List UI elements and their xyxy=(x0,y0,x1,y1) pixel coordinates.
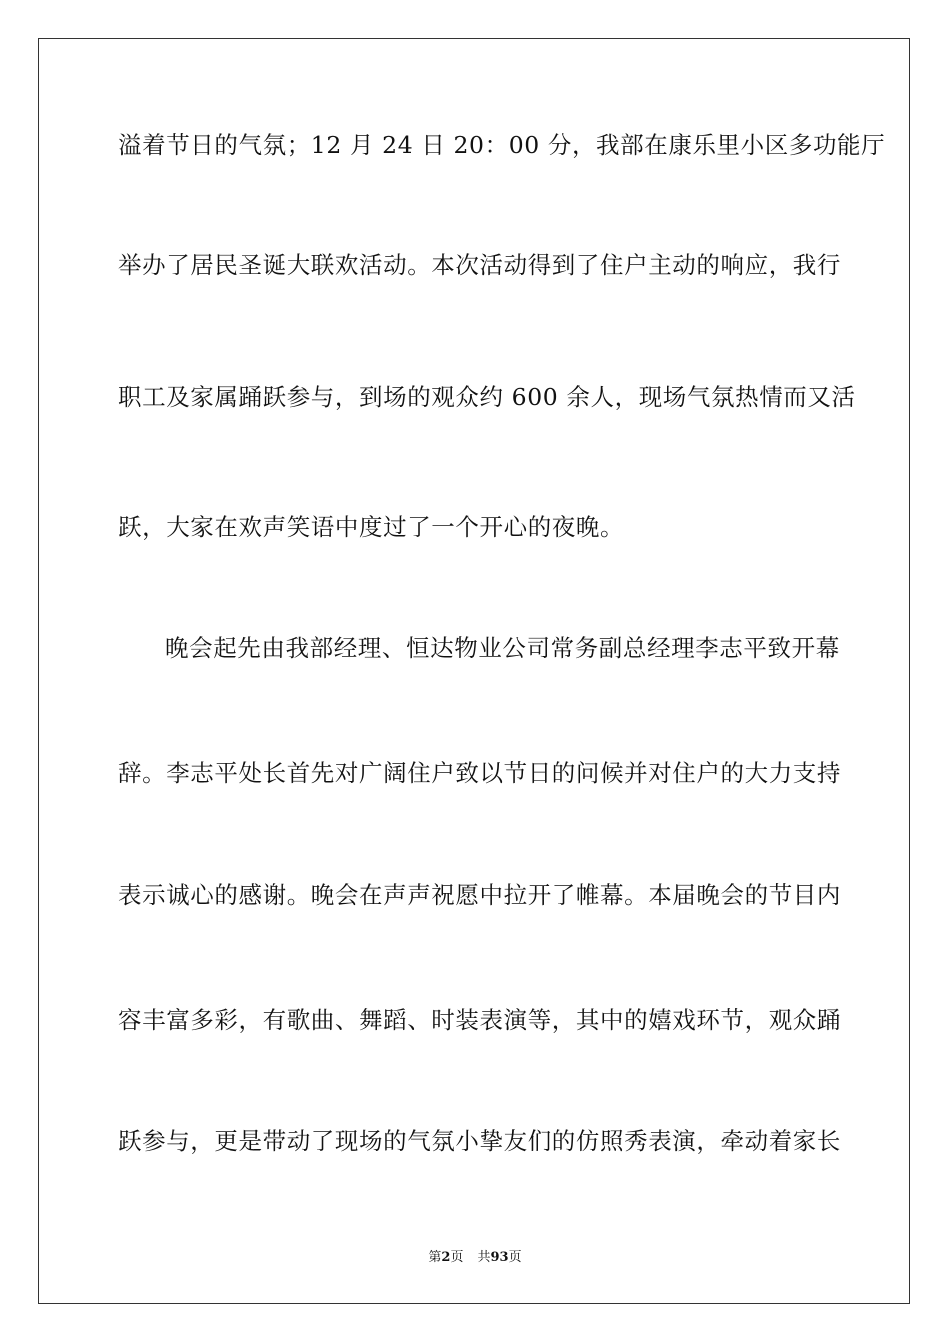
text-line-5: 晚会起先由我部经理、恒达物业公司常务副总经理李志平致开幕 xyxy=(165,634,840,662)
page-suffix: 页 xyxy=(450,1250,464,1265)
text-line-4: 跃，大家在欢声笑语中度过了一个开心的夜晚。 xyxy=(118,513,625,541)
text-line-3: 职工及家属踊跃参与，到场的观众约 600 余人，现场气氛热情而又活 xyxy=(118,383,856,411)
page-prefix: 第 xyxy=(428,1250,442,1265)
page-footer xyxy=(0,1246,950,1265)
total-suffix: 页 xyxy=(508,1250,522,1265)
text-line-2: 举办了居民圣诞大联欢活动。本次活动得到了住户主动的响应，我行 xyxy=(118,251,841,279)
text-line-1: 溢着节日的气氛；12 月 24 日 20：00 分，我部在康乐里小区多功能厅 xyxy=(118,131,886,159)
page-number: 2 xyxy=(441,1250,451,1265)
total-prefix: 共 xyxy=(477,1250,491,1265)
page-border xyxy=(38,38,910,1304)
text-line-9: 跃参与，更是带动了现场的气氛小挚友们的仿照秀表演，牵动着家长 xyxy=(118,1127,841,1155)
text-line-8: 容丰富多彩，有歌曲、舞蹈、时装表演等，其中的嬉戏环节，观众踊 xyxy=(118,1006,841,1034)
text-line-6: 辞。李志平处长首先对广阔住户致以节日的问候并对住户的大力支持 xyxy=(118,759,841,787)
total-pages: 93 xyxy=(490,1250,509,1265)
text-line-7: 表示诚心的感谢。晚会在声声祝愿中拉开了帷幕。本届晚会的节目内 xyxy=(118,881,841,909)
